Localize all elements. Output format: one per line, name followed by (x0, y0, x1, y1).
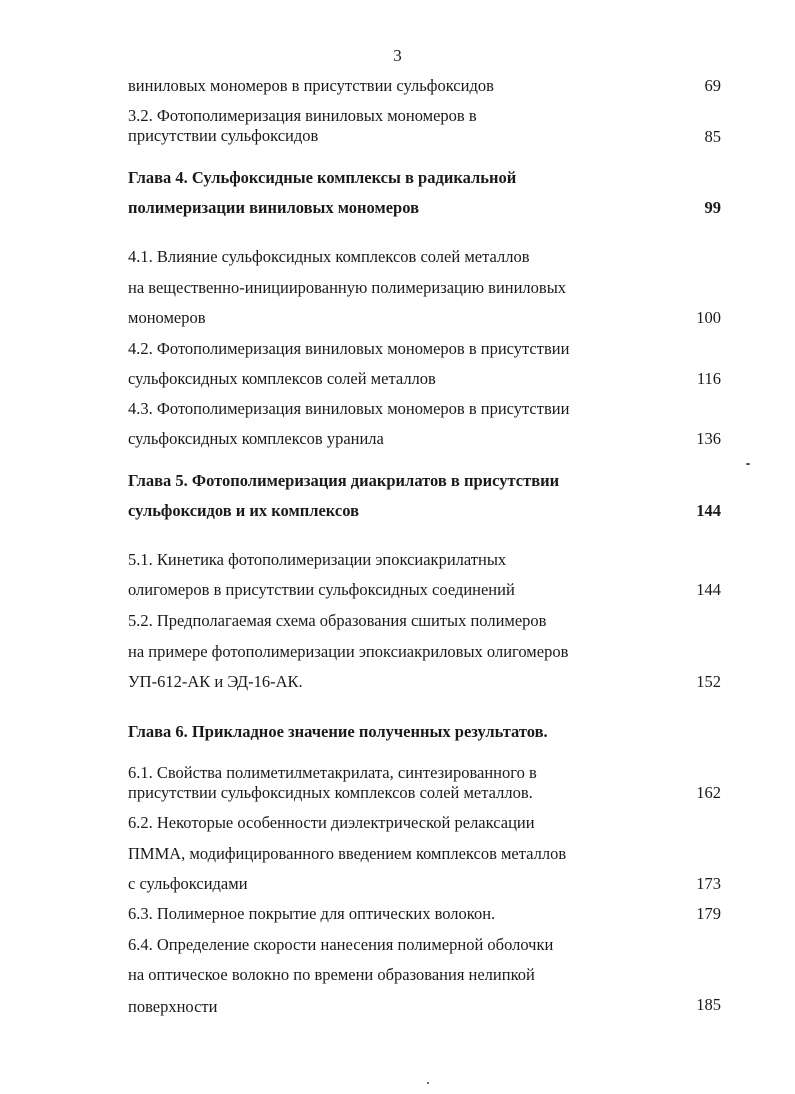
toc-line: 3.2. Фотополимеризация виниловых мономеров в (128, 106, 477, 125)
chapter-heading: сульфоксидов и их комплексов (128, 501, 359, 520)
chapter-heading: Глава 5. Фотополимеризация диакрилатов в присутствии (128, 471, 560, 490)
toc-line: 6.3. Полимерное покрытие для оптических волокон. (128, 904, 496, 923)
toc-page-number: 85 (704, 127, 721, 146)
toc-line: 5.1. Кинетика фотополимеризации эпоксиакрилатных (128, 550, 507, 569)
toc-line: 4.3. Фотополимеризация виниловых мономеров в присутствии (128, 399, 570, 418)
toc-page-number: 162 (696, 783, 721, 802)
toc-page-number: 69 (704, 76, 721, 95)
toc-page-number: 179 (696, 904, 721, 923)
toc-page-number: 173 (696, 874, 721, 893)
toc-line: 4.1. Влияние сульфоксидных комплексов солей металлов (128, 247, 530, 266)
chapter-heading: Глава 6. Прикладное значение полученных результатов. (128, 722, 548, 741)
scan-speck (746, 463, 750, 465)
toc-page-number: 99 (704, 198, 721, 217)
chapter-heading: Глава 4. Сульфоксидные комплексы в радикальной (128, 168, 517, 187)
toc-line: сульфоксидных комплексов уранила (128, 429, 384, 448)
toc-line: на вещественно-инициированную полимеризацию виниловых (128, 278, 567, 297)
toc-line: 6.4. Определение скорости нанесения полимерной оболочки (128, 935, 554, 954)
toc-page-number: 100 (696, 308, 721, 327)
toc-line: поверхности (128, 997, 218, 1016)
toc-page-number: 144 (696, 501, 721, 520)
toc-line: мономеров (128, 308, 206, 327)
toc-line: виниловых мономеров в присутствии сульфоксидов (128, 76, 494, 95)
toc-line: присутствии сульфоксидов (128, 126, 319, 145)
toc-line: 4.2. Фотополимеризация виниловых мономеров в присутствии (128, 339, 570, 358)
scan-speck (427, 1082, 429, 1084)
toc-line: УП-612-АК и ЭД-16-АК. (128, 672, 303, 691)
toc-line: олигомеров в присутствии сульфоксидных соединений (128, 580, 515, 599)
toc-page-number: 152 (696, 672, 721, 691)
toc-line: на примере фотополимеризации эпоксиакриловых олигомеров (128, 642, 569, 661)
toc-line: на оптическое волокно по времени образования нелипкой (128, 965, 535, 984)
toc-line: 5.2. Предполагаемая схема образования сшитых полимеров (128, 611, 547, 630)
toc-page-number: 185 (696, 995, 721, 1014)
toc-page-number: 144 (696, 580, 721, 599)
toc-line: 6.1. Свойства полиметилметакрилата, синтезированного в (128, 763, 537, 782)
toc-line: с сульфоксидами (128, 874, 248, 893)
toc-page-number: 116 (696, 369, 721, 388)
toc-line: сульфоксидных комплексов солей металлов (128, 369, 436, 388)
toc-line: 6.2. Некоторые особенности диэлектрической релаксации (128, 813, 535, 832)
toc-page-number: 136 (696, 429, 721, 448)
toc-line: ПММА, модифицированного введением комплексов металлов (128, 844, 567, 863)
chapter-heading: полимеризации виниловых мономеров (128, 198, 419, 217)
page-number: 3 (393, 46, 402, 65)
toc-line: присутствии сульфоксидных комплексов солей металлов. (128, 783, 533, 802)
